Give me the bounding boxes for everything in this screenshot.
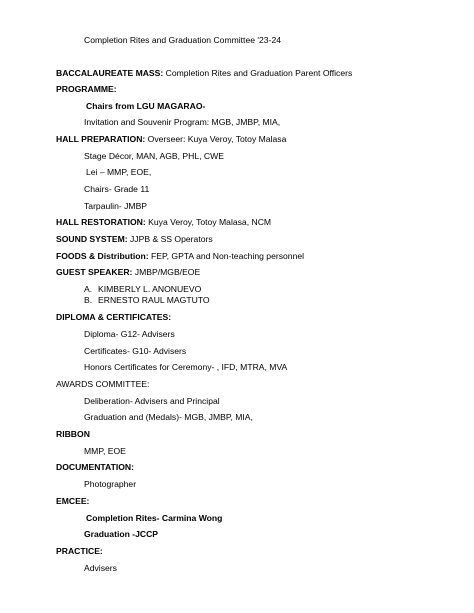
hall-preparation-label: HALL PREPARATION: bbox=[56, 134, 146, 144]
emcee-item: Graduation -JCCP bbox=[84, 529, 159, 539]
diploma-label: DIPLOMA & CERTIFICATES: bbox=[56, 312, 172, 322]
guest-speaker-name: KIMBERLY L. ANONUEVO bbox=[98, 284, 202, 294]
sound-system-text: JJPB & SS Operators bbox=[127, 234, 213, 244]
guest-speaker-label: GUEST SPEAKER: bbox=[56, 267, 133, 277]
ribbon-label: RIBBON bbox=[56, 429, 90, 439]
guest-speaker-name: ERNESTO RAUL MAGTUTO bbox=[98, 295, 210, 305]
sound-system-line bbox=[56, 234, 213, 245]
baccalaureate-text: Completion Rites and Graduation Parent Officers bbox=[163, 68, 353, 78]
guest-speaker-text: JMBP/MGB/EOE bbox=[132, 267, 201, 277]
foods-text: FEP, GPTA and Non-teaching personnel bbox=[148, 251, 305, 261]
documentation-label: DOCUMENTATION: bbox=[56, 462, 134, 472]
hall-preparation-text: Overseer: Kuya Veroy, Totoy Malasa bbox=[145, 134, 287, 144]
diploma-item: Honors Certificates for Ceremony- , IFD, MTRA, MVA bbox=[84, 362, 288, 372]
hall-prep-item: Tarpaulin- JMBP bbox=[84, 201, 148, 211]
hall-restoration-line bbox=[56, 217, 271, 228]
baccalaureate-label: BACCALAUREATE MASS: bbox=[56, 68, 164, 78]
guest-speaker-item bbox=[84, 284, 201, 295]
awards-item: Graduation and (Medals)- MGB, JMBP, MIA, bbox=[84, 412, 253, 422]
guest-speaker-item bbox=[84, 295, 210, 306]
programme-chairs: Chairs from LGU MAGARAO- bbox=[86, 101, 206, 111]
list-marker: B. bbox=[84, 295, 93, 305]
programme-label: PROGRAMME: bbox=[56, 84, 117, 94]
hall-preparation-line bbox=[56, 134, 286, 145]
awards-label: AWARDS COMMITTEE: bbox=[56, 379, 150, 389]
hall-prep-item: Lei – MMP, EOE, bbox=[86, 167, 152, 177]
foods-line bbox=[56, 251, 304, 262]
ribbon-item: MMP, EOE bbox=[84, 446, 126, 456]
list-marker: A. bbox=[84, 284, 93, 294]
hall-restoration-text: Kuya Veroy, Totoy Malasa, NCM bbox=[145, 217, 272, 227]
practice-item: Advisers bbox=[84, 563, 117, 573]
guest-speaker-line bbox=[56, 267, 200, 278]
awards-item: Deliberation- Advisers and Principal bbox=[84, 396, 220, 406]
emcee-label: EMCEE: bbox=[56, 496, 90, 506]
hall-prep-item: Stage Décor, MAN, AGB, PHL, CWE bbox=[84, 151, 224, 161]
sound-system-label: SOUND SYSTEM: bbox=[56, 234, 128, 244]
foods-label: FOODS & Distribution: bbox=[56, 251, 149, 261]
hall-prep-item: Chairs- Grade 11 bbox=[84, 184, 150, 194]
diploma-item: Diploma- G12- Advisers bbox=[84, 329, 175, 339]
practice-label: PRACTICE: bbox=[56, 546, 103, 556]
hall-restoration-label: HALL RESTORATION: bbox=[56, 217, 146, 227]
document-title: Completion Rites and Graduation Committee '23-24 bbox=[84, 35, 282, 45]
diploma-item: Certificates- G10- Advisers bbox=[84, 346, 187, 356]
programme-invitation: Invitation and Souvenir Program: MGB, JMBP, MIA, bbox=[84, 117, 281, 127]
baccalaureate-line bbox=[56, 68, 352, 79]
documentation-item: Photographer bbox=[84, 479, 137, 489]
emcee-item: Completion Rites- Carmina Wong bbox=[86, 513, 223, 523]
